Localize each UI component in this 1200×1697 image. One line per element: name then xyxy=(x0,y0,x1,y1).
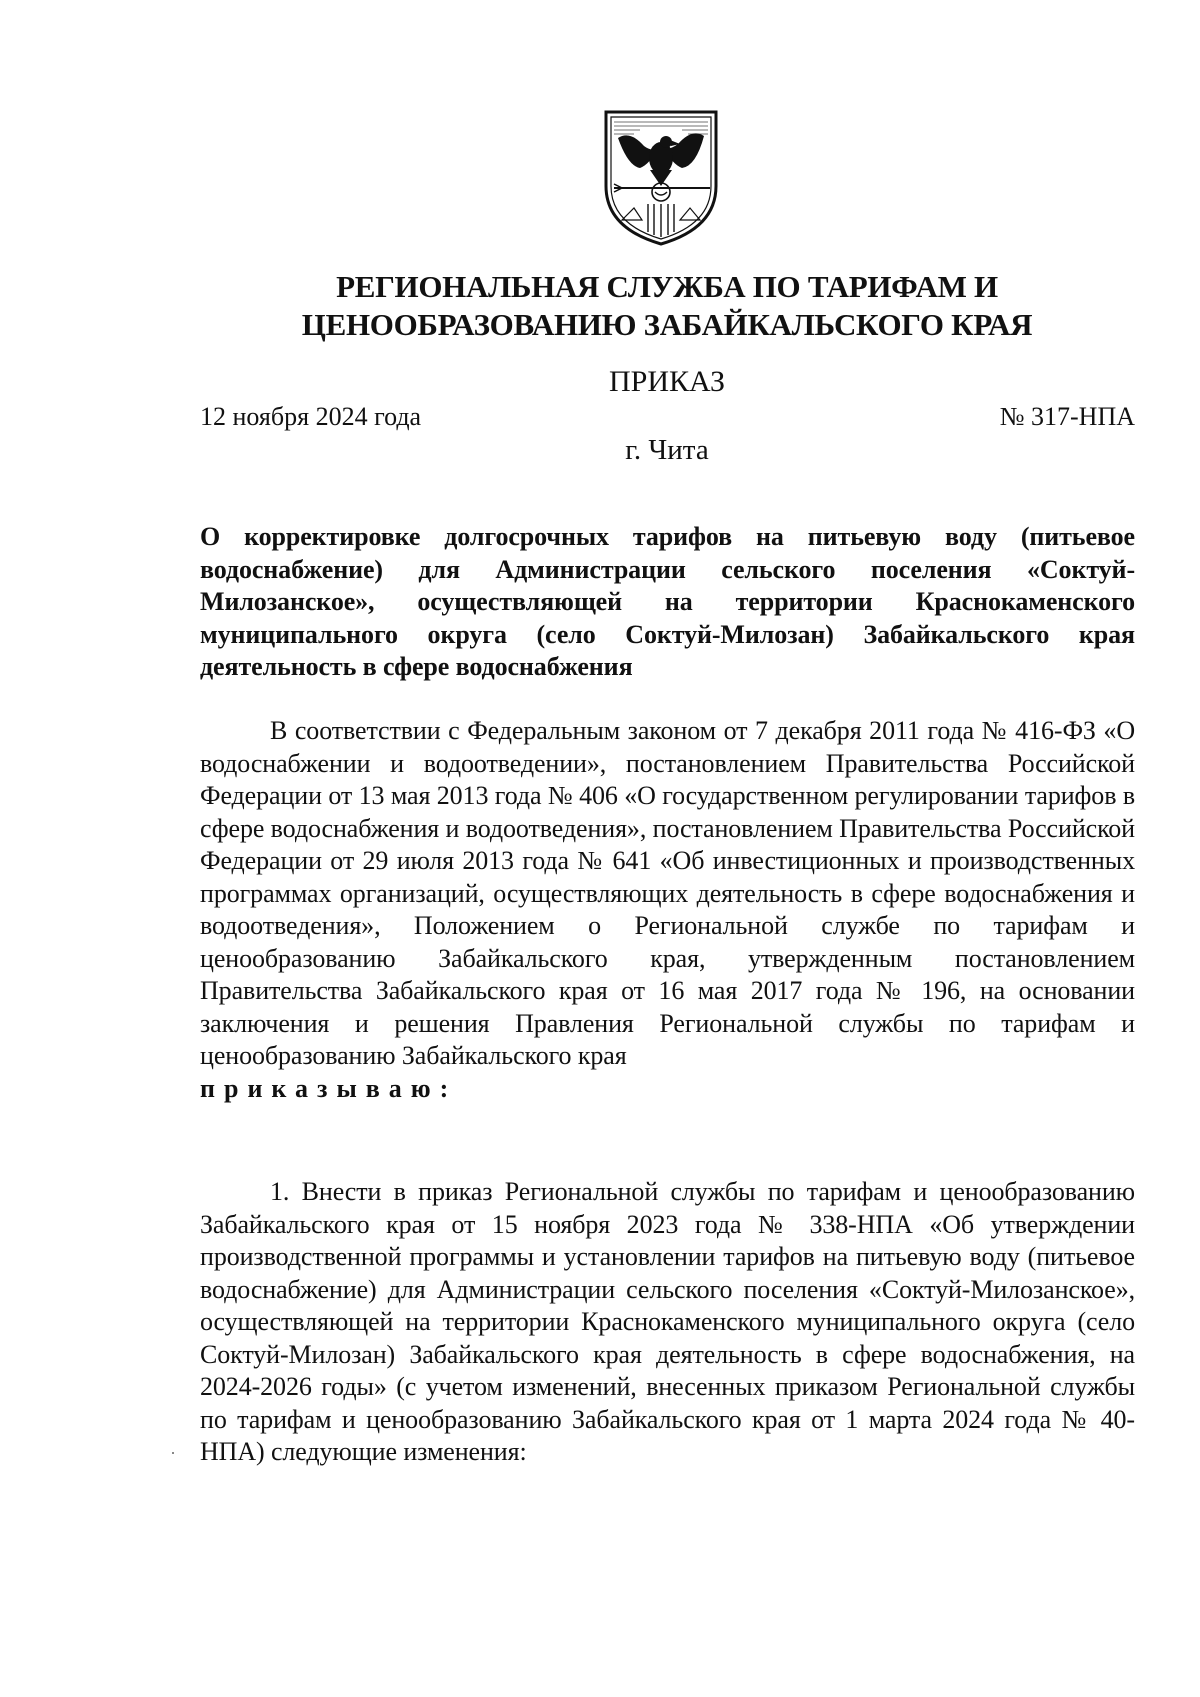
organization-title-line-1: РЕГИОНАЛЬНАЯ СЛУЖБА ПО ТАРИФАМ И xyxy=(336,269,998,304)
preamble-text: В соответствии с Федеральным законом от 7 декабря 2011 года № 416-ФЗ «О водоснабжении и водоотведении», постановлением Правительства Российской Федерации от 13 мая 2013 года № 406 «О государственном регулировании тарифов в сфере водоснабжения и водоотведения», постановлением Правительства Российской Федерации от 29 июля 2013 года № 641 «Об инвестиционных и производственных программах организаций, осуществляющих деятельность в сфере водоснабжения и водоотведения», Положением о Региональной службе по тарифам и ценообразованию Забайкальского края, утвержденным постановлением Правительства Забайкальского края от 16 мая 2017 года № 196, на основании заключения и решения Правления Региональной службы по тарифам и ценообразованию Забайкальского края xyxy=(200,716,1135,1070)
document-number: № 317-НПА xyxy=(999,402,1135,431)
document-date: 12 ноября 2024 года xyxy=(200,402,422,431)
organization-title xyxy=(200,268,1134,344)
order-word: приказываю: xyxy=(200,1073,458,1103)
document-type: ПРИКАЗ xyxy=(609,365,725,398)
organization-title-line-2: ЦЕНООБРАЗОВАНИЮ ЗАБАЙКАЛЬСКОГО КРАЯ xyxy=(301,307,1033,342)
order-item-1: 1. Внести в приказ Региональной службы по тарифам и ценообразованию Забайкальского края от 15 ноября 2023 года № 338-НПА «Об утверждении производственной программы и установлении тарифов на питьевую воду (питьевое водоснабжение) для Администрации сельского поселения «Соктуй-Милозанское», осуществляющей на территории Краснокаменского муниципального округа (село Соктуй-Милозан) Забайкальского края деятельность в сфере водоснабжения, на 2024-2026 годы» (с учетом изменений, внесенных приказом Региональной службы по тарифам и ценообразованию Забайкальского края от 1 марта 2024 года № 40-НПА) следующие изменения: xyxy=(200,1177,1135,1466)
preamble-paragraph xyxy=(200,715,1135,1105)
document-subject: О корректировке долгосрочных тарифов на питьевую воду (питьевое водоснабжение) для Администрации сельского поселения «Соктуй-Милозанское», осуществляющей на территории Краснокаменского муниципального округа (село Соктуй-Милозан) Забайкальского края деятельность в сфере водоснабжения xyxy=(200,522,1135,681)
coat-of-arms-emblem-icon xyxy=(600,108,722,248)
margin-mark xyxy=(172,1452,174,1454)
document-city: г. Чита xyxy=(625,434,709,466)
